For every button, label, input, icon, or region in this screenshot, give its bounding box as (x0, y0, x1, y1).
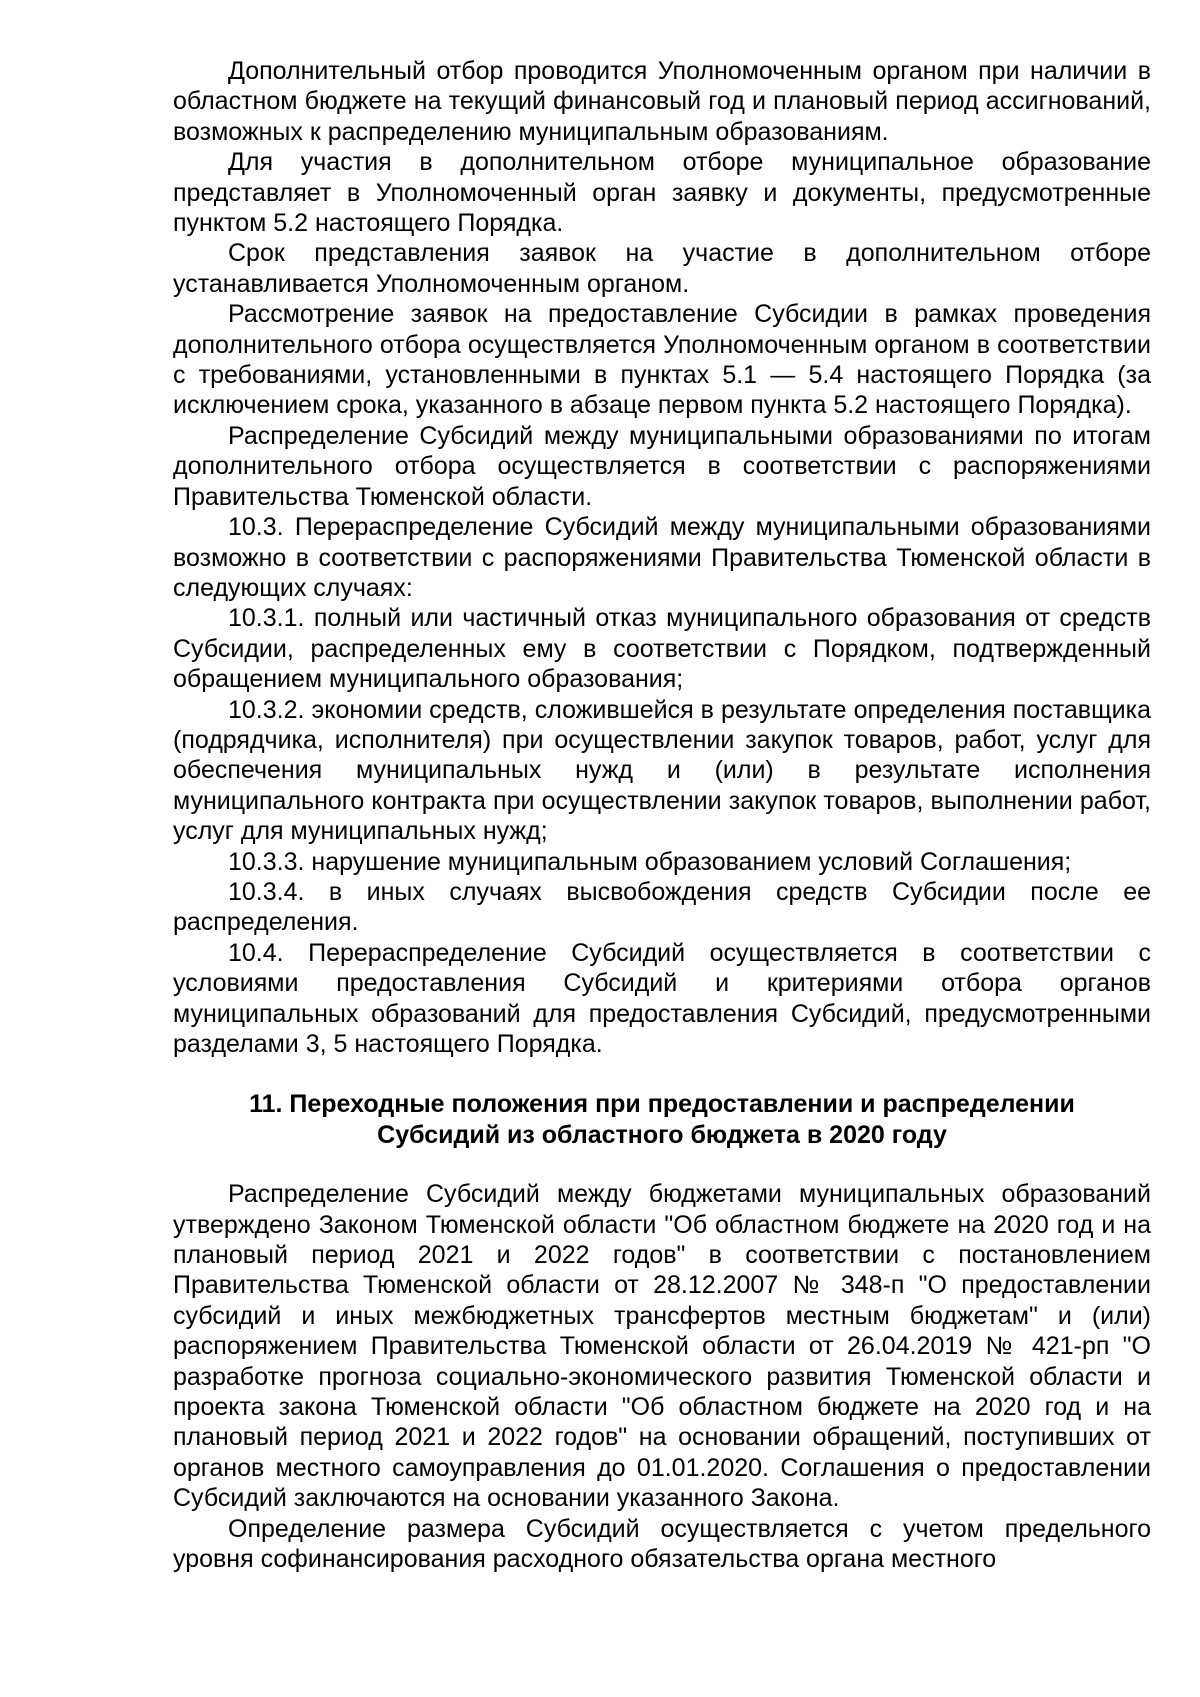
document-page (173, 56, 1151, 1575)
paragraph-participation: Для участия в дополнительном отборе муниципальное образование представляет в Уполномоченный орган заявку и документы, предусмотренные пунктом 5.2 настоящего Порядка. (173, 148, 1151, 238)
paragraph-application-deadline: Срок представления заявок на участие в дополнительном отборе устанавливается Уполномоченным органом. (173, 239, 1151, 298)
clause-10-4: 10.4. Перераспределение Субсидий осуществляется в соответствии с условиями предоставления Субсидий и критериями отбора органов муниципальных образований для предоставления Субсидий, предусмотренными разделами 3, 5 настоящего Порядка. (173, 938, 1151, 1058)
paragraph-additional-selection: Дополнительный отбор проводится Уполномоченным органом при наличии в областном бюджете на текущий финансовый год и плановый период ассигнований, возможных к распределению муниципальным образованиям. (173, 57, 1151, 146)
paragraph-distribution-law: Распределение Субсидий между бюджетами муниципальных образований утверждено Законом Тюменской области "Об областном бюджете на 2020 год и на плановый период 2021 и 2022 годов" в соответствии с постановлением Правительства Тюменской области от 28.12.2007 № 348-п "О предоставлении субсидий и иных межбюджетных трансфертов местным бюджетам" и (или) распоряжением Правительства Тюменской области от 26.04.2019 № 421-рп "О разработке прогноза социально-экономического развития Тюменской области и проекта закона Тюменской области "Об областном бюджете на 2020 год и на плановый период 2021 и 2022 годов" на основании обращений, поступивших от органов местного самоуправления до 01.01.2020. Соглашения о предоставлении Субсидий заключаются на основании указанного Закона. (173, 1180, 1151, 1513)
clause-10-3-1: 10.3.1. полный или частичный отказ муниципального образования от средств Субсидии, распределенных ему в соответствии с Порядком, подтвержденный обращением муниципального образования; (173, 604, 1151, 694)
section-11-heading-line1: 11. Переходные положения при предоставлении и распределении (249, 1090, 1075, 1119)
paragraph-distribution: Распределение Субсидий между муниципальными образованиями по итогам дополнительного отбора осуществляется в соответствии с распоряжениями Правительства Тюменской области. (173, 421, 1151, 511)
clause-10-3: 10.3. Перераспределение Субсидий между муниципальными образованиями возможно в соответствии с распоряжениями Правительства Тюменской области в следующих случаях: (173, 513, 1151, 602)
section-11-heading-line2: Субсидий из областного бюджета в 2020 году (377, 1120, 947, 1149)
clause-10-3-3: 10.3.3. нарушение муниципальным образованием условий Соглашения; (228, 847, 1072, 876)
paragraph-subsidy-size: Определение размера Субсидий осуществляется с учетом предельного уровня софинансирования расходного обязательства органа местного (173, 1514, 1151, 1574)
clause-10-3-4: 10.3.4. в иных случаях высвобождения средств Субсидии после ее распределения. (173, 877, 1151, 937)
paragraph-application-review: Рассмотрение заявок на предоставление Субсидии в рамках проведения дополнительного отбора осуществляется Уполномоченным органом в соответствии с требованиями, установленными в пунктах 5.1 — 5.4 настоящего Порядка (за исключением срока, указанного в абзаце первом пункта 5.2 настоящего Порядка). (173, 300, 1151, 420)
section-11-heading (173, 1089, 1151, 1150)
clause-10-3-2: 10.3.2. экономии средств, сложившейся в результате определения поставщика (подрядчика, исполнителя) при осуществлении закупок товаров, работ, услуг для обеспечения муниципальных нужд и (или) в результате исполнения муниципального контракта при осуществлении закупок товаров, выполнении работ, услуг для муниципальных нужд; (173, 695, 1151, 846)
